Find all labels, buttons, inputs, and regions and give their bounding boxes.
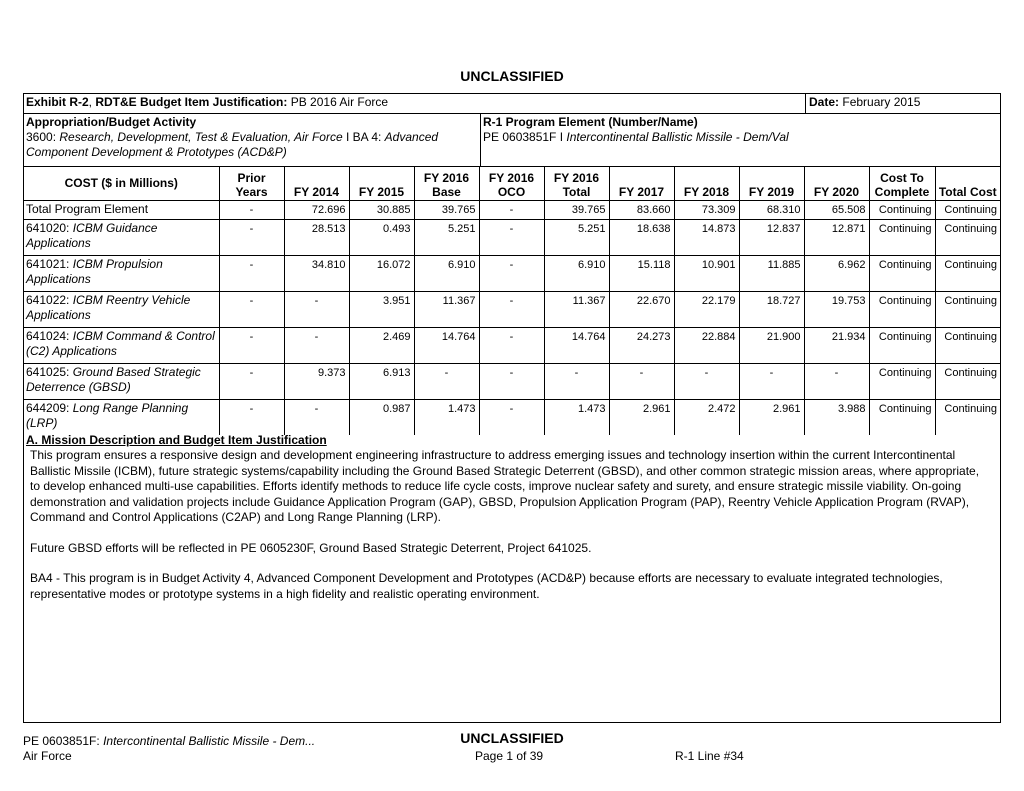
column-header: FY 2018 — [674, 166, 739, 200]
page-number: Page 1 of 39 — [475, 749, 544, 763]
value-cell: - — [219, 255, 284, 291]
value-cell: 2.472 — [674, 399, 739, 435]
value-cell: 21.900 — [739, 327, 804, 363]
classification-footer: UNCLASSIFIED — [460, 730, 564, 746]
value-cell: 5.251 — [414, 219, 479, 255]
exhibit-frame — [23, 93, 1001, 723]
value-cell: 39.765 — [414, 200, 479, 219]
value-cell: 14.873 — [674, 219, 739, 255]
value-cell: - — [479, 200, 544, 219]
mission-paragraph: This program ensures a responsive design and development engineering infrastructure to address emerging issues and technology insertion within the current Intercontinental Ballistic Missile (ICBM), future strategic systems/capability including the Ground Based Strategic Deterrent (GBSD), and other common strategic mission areas, where appropriate, to develop enhanced multi-use capabilities. Efforts identify methods to reduce life cycle costs, improve nuclear safety and surety, and ensure strategic missile viability. On-going demonstration and validation projects include Guidance Application Program (GAP), GBSD, Propulsion Application Program (PAP), Reentry Vehicle Application Program (RVAP), Command and Control Applications (C2AP) and Long Range Planning (LRP). — [30, 448, 980, 524]
value-cell: 11.885 — [739, 255, 804, 291]
value-cell: - — [414, 363, 479, 399]
column-header: FY 2015 — [349, 166, 414, 200]
value-cell: 11.367 — [414, 291, 479, 327]
column-header: FY 2020 — [804, 166, 869, 200]
value-cell: - — [219, 363, 284, 399]
value-cell: - — [219, 219, 284, 255]
value-cell: - — [219, 399, 284, 435]
cost-table — [24, 166, 1000, 435]
table-row — [24, 291, 1000, 327]
column-header: FY 2016 OCO — [479, 166, 544, 200]
value-cell: 18.727 — [739, 291, 804, 327]
project-name-cell: 641022: ICBM Reentry Vehicle Applications — [24, 291, 219, 327]
value-cell: - — [219, 291, 284, 327]
value-cell: 18.638 — [609, 219, 674, 255]
value-cell: 22.884 — [674, 327, 739, 363]
value-cell: - — [674, 363, 739, 399]
table-row — [24, 200, 1000, 219]
value-cell: - — [284, 327, 349, 363]
column-header: FY 2016 Total — [544, 166, 609, 200]
column-header: Total Cost — [935, 166, 1000, 200]
value-cell: 14.764 — [414, 327, 479, 363]
value-cell: 19.753 — [804, 291, 869, 327]
value-cell: 2.961 — [609, 399, 674, 435]
value-cell: - — [609, 363, 674, 399]
value-cell: - — [479, 219, 544, 255]
value-cell: 12.837 — [739, 219, 804, 255]
appropriation-block: Appropriation/Budget Activity 3600: Research, Development, Test & Evaluation, Air Force I BA 4: Advanced Component Development & Prototypes (ACD&P) — [26, 115, 478, 160]
exhibit-title: Exhibit R-2, RDT&E Budget Item Justification: PB 2016 Air Force — [26, 95, 389, 109]
table-row — [24, 255, 1000, 291]
project-name-cell: 641021: ICBM Propulsion Applications — [24, 255, 219, 291]
value-cell: - — [284, 291, 349, 327]
value-cell: 16.072 — [349, 255, 414, 291]
value-cell: Continuing — [869, 219, 935, 255]
value-cell: 2.961 — [739, 399, 804, 435]
table-row — [24, 399, 1000, 435]
project-name-cell: 644209: Long Range Planning (LRP) — [24, 399, 219, 435]
date-value: February 2015 — [842, 95, 921, 109]
r1-name: Intercontinental Ballistic Missile - Dem/Val — [566, 130, 789, 144]
value-cell: 14.764 — [544, 327, 609, 363]
value-cell: - — [739, 363, 804, 399]
value-cell: Continuing — [869, 327, 935, 363]
value-cell: Continuing — [935, 219, 1000, 255]
value-cell: 6.913 — [349, 363, 414, 399]
value-cell: 39.765 — [544, 200, 609, 219]
mission-paragraph: Future GBSD efforts will be reflected in PE 0605230F, Ground Based Strategic Deterrent, Project 641025. — [30, 540, 592, 555]
value-cell: 83.660 — [609, 200, 674, 219]
value-cell: 11.367 — [544, 291, 609, 327]
column-header: FY 2014 — [284, 166, 349, 200]
value-cell: 6.910 — [544, 255, 609, 291]
value-cell: 0.987 — [349, 399, 414, 435]
value-cell: Continuing — [935, 200, 1000, 219]
value-cell: Continuing — [935, 399, 1000, 435]
r1-label: R-1 Program Element (Number/Name) — [483, 115, 698, 129]
column-header: FY 2019 — [739, 166, 804, 200]
value-cell: 22.179 — [674, 291, 739, 327]
value-cell: 0.493 — [349, 219, 414, 255]
value-cell: 34.810 — [284, 255, 349, 291]
value-cell: 3.988 — [804, 399, 869, 435]
value-cell: Continuing — [935, 327, 1000, 363]
value-cell: 22.670 — [609, 291, 674, 327]
mission-section — [24, 432, 1000, 617]
project-name-cell: 641025: Ground Based Strategic Deterrence (GBSD) — [24, 363, 219, 399]
value-cell: Continuing — [935, 363, 1000, 399]
value-cell: Continuing — [869, 363, 935, 399]
value-cell: 10.901 — [674, 255, 739, 291]
exhibit-label: Exhibit R-2 — [26, 95, 89, 109]
value-cell: 2.469 — [349, 327, 414, 363]
value-cell: 1.473 — [414, 399, 479, 435]
r1-pe: PE 0603851F — [483, 130, 557, 144]
value-cell: 12.871 — [804, 219, 869, 255]
project-name-cell: Total Program Element — [24, 200, 219, 219]
value-cell: 30.885 — [349, 200, 414, 219]
r1-line-number: R-1 Line #34 — [675, 749, 744, 763]
project-name-cell: 641024: ICBM Command & Control (C2) Applications — [24, 327, 219, 363]
value-cell: - — [804, 363, 869, 399]
mission-body — [24, 448, 1000, 602]
value-cell: 24.273 — [609, 327, 674, 363]
value-cell: 28.513 — [284, 219, 349, 255]
appropriation-name: Research, Development, Test & Evaluation, Air Force — [59, 130, 343, 144]
column-header: FY 2017 — [609, 166, 674, 200]
value-cell: 65.508 — [804, 200, 869, 219]
column-header: Cost To Complete — [869, 166, 935, 200]
mission-title: A. Mission Description and Budget Item Justification — [26, 433, 327, 447]
value-cell: Continuing — [935, 291, 1000, 327]
value-cell: 68.310 — [739, 200, 804, 219]
value-cell: 15.118 — [609, 255, 674, 291]
value-cell: - — [284, 399, 349, 435]
column-header: Prior Years — [219, 166, 284, 200]
footer-pe-name: Intercontinental Ballistic Missile - Dem... — [103, 734, 316, 748]
classification-header: UNCLASSIFIED — [460, 68, 564, 84]
value-cell: 73.309 — [674, 200, 739, 219]
value-cell: - — [479, 399, 544, 435]
cost-table-header — [24, 166, 1000, 200]
value-cell: 1.473 — [544, 399, 609, 435]
column-header: FY 2016 Base — [414, 166, 479, 200]
table-row — [24, 219, 1000, 255]
value-cell: 72.696 — [284, 200, 349, 219]
value-cell: - — [479, 255, 544, 291]
value-cell: - — [479, 291, 544, 327]
mission-paragraph: BA4 - This program is in Budget Activity 4, Advanced Component Development and Prototypes (ACD&P) because efforts are necessary to evaluate integrated technologies, representative modes or prototype systems in a high fidelity and realistic operating environment. — [30, 571, 943, 601]
value-cell: Continuing — [869, 399, 935, 435]
value-cell: Continuing — [869, 291, 935, 327]
value-cell: - — [544, 363, 609, 399]
exhibit-title-label: RDT&E Budget Item Justification: — [95, 95, 288, 109]
exhibit-value: PB 2016 Air Force — [290, 95, 389, 109]
value-cell: 5.251 — [544, 219, 609, 255]
project-name-cell: 641020: ICBM Guidance Applications — [24, 219, 219, 255]
date-field — [809, 95, 920, 110]
value-cell: 6.910 — [414, 255, 479, 291]
table-row — [24, 363, 1000, 399]
value-cell: Continuing — [869, 255, 935, 291]
value-cell: - — [219, 327, 284, 363]
value-cell: - — [479, 327, 544, 363]
value-cell: Continuing — [935, 255, 1000, 291]
value-cell: 21.934 — [804, 327, 869, 363]
value-cell: - — [219, 200, 284, 219]
date-label: Date: — [809, 95, 840, 109]
r1-program-element: R-1 Program Element (Number/Name) PE 0603851F I Intercontinental Ballistic Missile - Dem/Val — [483, 115, 983, 145]
value-cell: 9.373 — [284, 363, 349, 399]
value-cell: Continuing — [869, 200, 935, 219]
value-cell: 3.951 — [349, 291, 414, 327]
appropriation-label: Appropriation/Budget Activity — [26, 115, 197, 129]
table-row — [24, 327, 1000, 363]
column-header: COST ($ in Millions) — [24, 166, 219, 200]
footer-pe-code: PE 0603851F: — [23, 734, 104, 748]
footer-service: Air Force — [23, 749, 72, 763]
value-cell: 6.962 — [804, 255, 869, 291]
value-cell: - — [479, 363, 544, 399]
